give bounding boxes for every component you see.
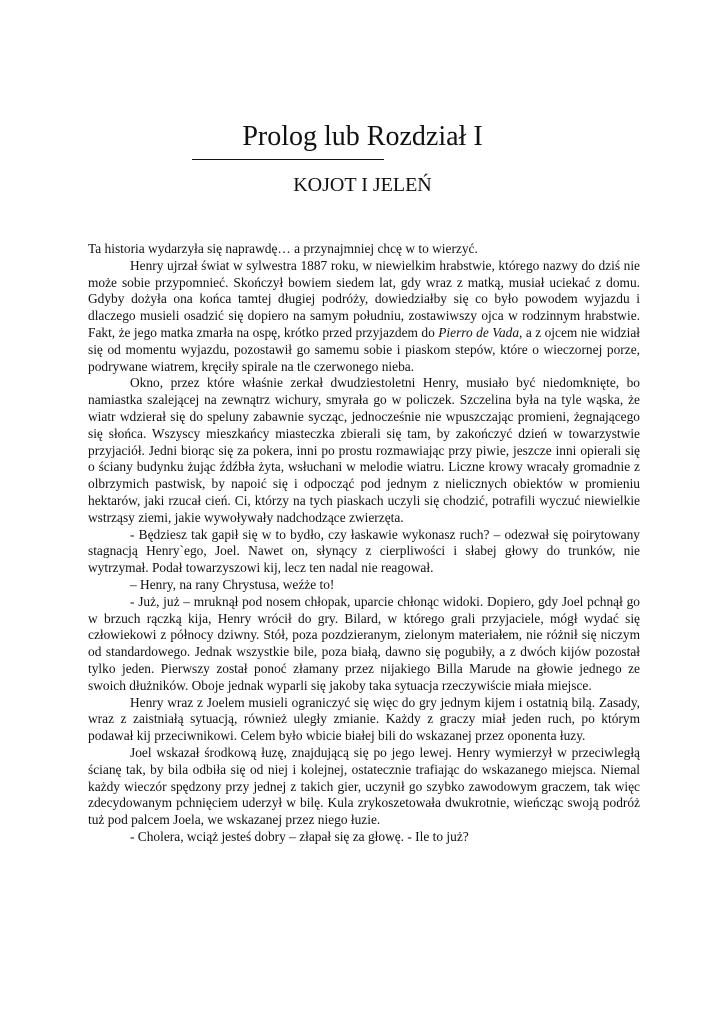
chapter-title: Prolog lub Rozdział I <box>242 121 483 152</box>
paragraph-text: , a z ojcem nie widział się od momentu wyjazdu, pozostawił go samemu sobie i piaskom stepów, które o wieczornej porze, podrywane wiatrem, kręciły spirale na tle czerwonego nieba. <box>88 324 640 374</box>
paragraph: - Cholera, wciąż jesteś dobry – złapał się za głowę. - Ile to już? <box>130 828 469 844</box>
paragraph: Joel wskazał środkową łuzę, znajdującą się po jego lewej. Henry wymierzył w przeciwległą ścianę tak, by bila odbiła się od niej i kolejnej, ostatecznie trafiając do wskazanego miejsca. Niemal każdy wieczór spędzony przy jednej z takich gier, uczynił go szybko zawodowym graczem, tak więc zdecydowanym pchnięciem uderzył w bilę. Kula zrykoszetowała dwukrotnie, wieńcząc swoją podróż tuż pod palcem Joela, we wskazanej przez niego łuzie. <box>88 744 640 828</box>
chapter-body <box>88 241 640 846</box>
title-underline <box>192 159 384 160</box>
place-name: Pierro de Vada <box>438 324 520 340</box>
paragraph <box>88 258 640 376</box>
paragraph: – Henry, na rany Chrystusa, weźże to! <box>130 576 335 592</box>
chapter-subtitle: KOJOT I JELEŃ <box>293 174 432 196</box>
paragraph: - Już, już – mruknął pod nosem chłopak, uparcie chłonąc widoki. Dopiero, gdy Joel pchnął go w brzuch rączką kija, Henry wrócił do gry. Bilard, w którego grali przyjaciele, mógł wydać się człowiekowi z północy dziwny. Stół, poza pozdzieranym, zielonym materiałem, nie różnił się niczym od standardowego. Jednak wszystkie bile, poza białą, dawno się pogubiły, a z dwóch kijów pozostał tylko jeden. Pierwszy został ponoć złamany przez nijakiego Billa Marude na głowie jednego ze swoich dłużników. Oboje jednak wyparli się jakoby taka sytuacja rzeczywiście miała miejsce. <box>88 593 640 693</box>
paragraph-text: Henry ujrzał świat w sylwestra 1887 roku, w niewielkim hrabstwie, którego nazwy do dziś nie może sobie przypomnieć. Skończył bowiem siedem lat, gdy wraz z matką, musiał uciekać z domu. Gdyby dożyła ona końca tamtej długiej podróży, dowiedziałby się co było powodem wyjazdu i dlaczego musieli osadzić się dopiero na samym południu, zostawiwszy ojca w rodzinnym hrabstwie. Fakt, że jego matka zmarła na ospę, krótko przed przyjazdem do <box>88 257 640 340</box>
paragraph: Okno, przez które właśnie zerkał dwudziestoletni Henry, musiało być niedomknięte, bo namiastka szalejącej na zewnątrz wichury, smyrała go w policzek. Szczelina była na tyle wąska, że wiatr wdzierał się do speluny zabawnie sycząc, jednocześnie nie wpuszczając promieni, żegnającego się słońca. Wszyscy mieszkańcy miasteczka zbierali się tam, by zakończyć dzień w towarzystwie przyjaciół. Jedni biorąc się za pokera, inni po prostu rozmawiając przy piwie, jeszcze inni opierali się o ściany budynku żując źdźbła żyta, wsłuchani w melodie wiatru. Liczne krowy wracały gromadnie z olbrzymich pastwisk, by napoić się i odpocząć pod jednym z nielicznych obiektów w promieniu hektarów, jaki rzucał cień. Ci, którzy na tych piaskach uczyli się chodzić, potrafili wyczuć niewielkie wstrząsy ziemi, jakie wywoływały nadchodzące zwierzęta. <box>88 375 640 525</box>
paragraph: - Będziesz tak gapił się w to bydło, czy łaskawie wykonasz ruch? – odezwał się poirytowany stagnacją Henry`ego, Joel. Nawet on, słynący z cierpliwości i słabej głowy do trunków, nie wytrzymał. Podał towarzyszowi kij, lecz ten nadal nie reagował. <box>88 526 640 576</box>
paragraph: Henry wraz z Joelem musieli ograniczyć się więc do gry jednym kijem i ostatnią bilą. Zasady, wraz z zaistniałą sytuacją, również uległy zmianie. Każdy z graczy miał jeden ruch, po którym podawał kij przeciwnikowi. Celem było wbicie białej bili do wskazanej przez oponenta łuzy. <box>88 694 640 744</box>
paragraph: Ta historia wydarzyła się naprawdę… a przynajmniej chcę w to wierzyć. <box>88 241 478 256</box>
